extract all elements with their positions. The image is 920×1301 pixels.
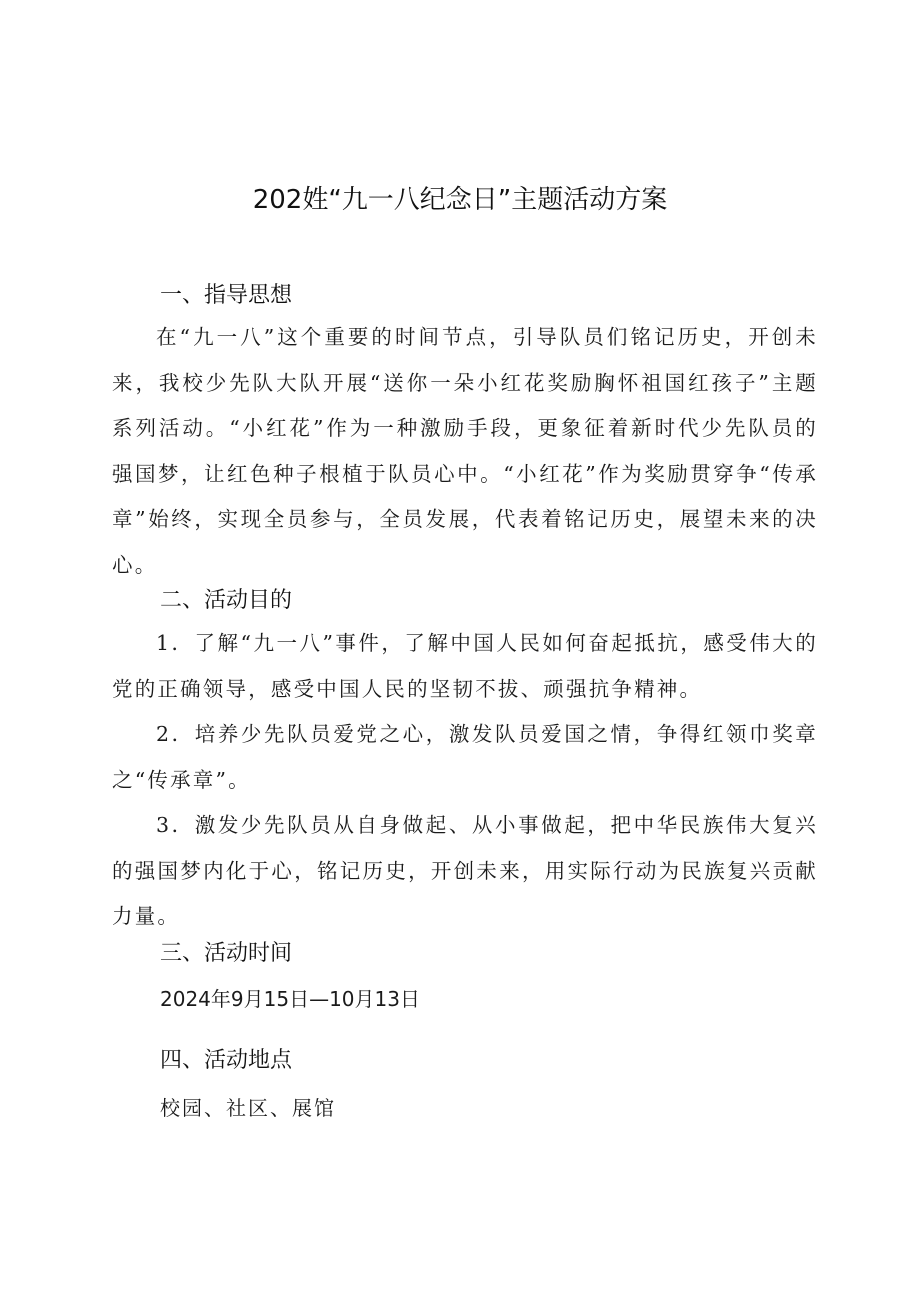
- purpose-item-2: 2．培养少先队员爱党之心，激发队员爱国之情，争得红领巾奖章之“传承章”。: [112, 722, 818, 792]
- purpose-item-3: 3．激发少先队员从自身做起、从小事做起，把中华民族伟大复兴的强国梦内化于心，铭记历史，开创未来，用实际行动为民族复兴贡献力量。: [112, 813, 818, 928]
- purpose-item-1: 1．了解“九一八”事件，了解中国人民如何奋起抵抗，感受伟大的党的正确领导，感受中国人民的坚韧不拔、顽强抗争精神。: [112, 631, 818, 701]
- activity-time-text: 2024年9月15日—10月13日: [160, 987, 420, 1011]
- document-title: 202姓“九一八纪念日”主题活动方案: [252, 185, 668, 215]
- guiding-ideology-paragraph: 在“九一八”这个重要的时间节点，引导队员们铭记历史，开创未来，我校少先队大队开展“送你一朵小红花奖励胸怀祖国红孩子”主题系列活动。“小红花”作为一种激励手段，更象征着新时代少先队员的强国梦，让红色种子根植于队员心中。“小红花”作为奖励贯穿争“传承章”始终，实现全员参与，全员发展，代表着铭记历史，展望未来的决心。: [112, 325, 818, 577]
- activity-location-text: 校园、社区、展馆: [160, 1096, 336, 1120]
- section-heading-purpose: 二、活动目的: [160, 588, 293, 613]
- section-heading-time: 三、活动时间: [160, 941, 293, 966]
- section-heading-location: 四、活动地点: [160, 1048, 293, 1073]
- section-heading-guiding-ideology: 一、指导思想: [160, 283, 293, 308]
